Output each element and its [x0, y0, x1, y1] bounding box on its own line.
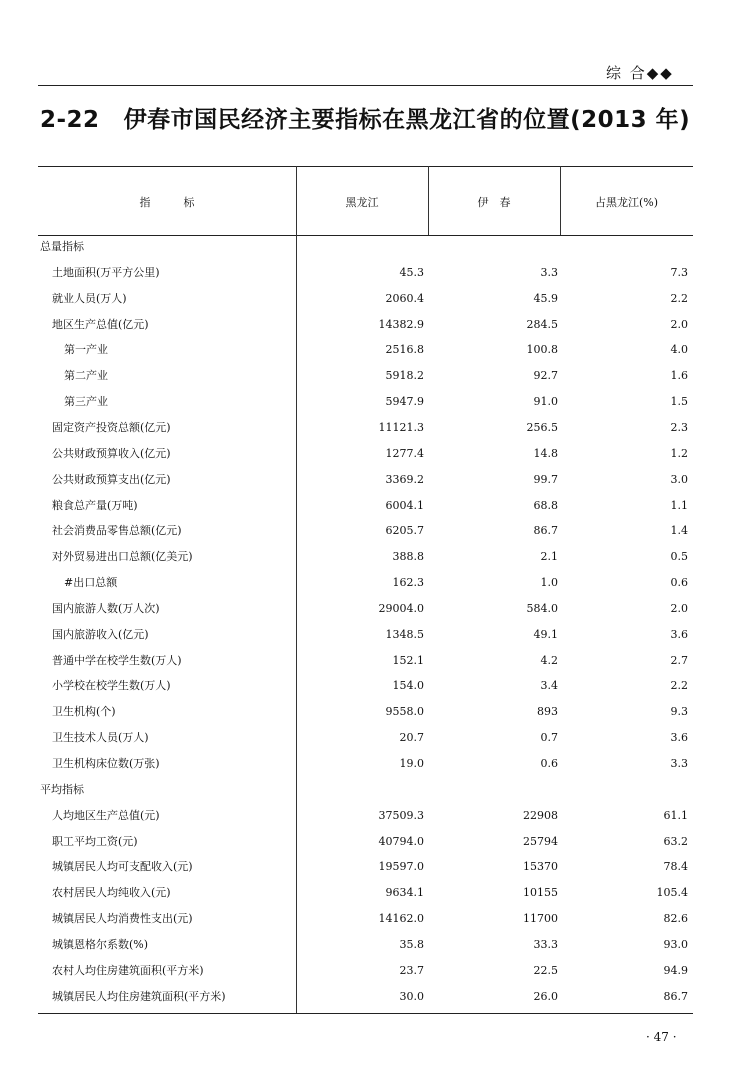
- value-heilongjiang: 11121.3: [378, 420, 424, 434]
- row-label: 卫生机构(个): [52, 705, 116, 719]
- value-share: 2.2: [670, 679, 688, 693]
- value-heilongjiang: 9634.1: [385, 886, 424, 900]
- value-yichun: 33.3: [533, 937, 558, 951]
- table-row: [38, 314, 693, 336]
- value-share: 2.2: [670, 291, 688, 305]
- table-row: [38, 624, 693, 646]
- row-label: 地区生产总值(亿元): [52, 317, 149, 331]
- table-row: [38, 831, 693, 853]
- table-row: [38, 779, 693, 801]
- value-heilongjiang: 35.8: [399, 937, 424, 951]
- row-label: 普通中学在校学生数(万人): [52, 653, 182, 667]
- column-header-share: 占黑龙江(%): [594, 196, 659, 209]
- column-header-yichun: 伊 春: [477, 196, 511, 209]
- header-rule: [38, 85, 693, 86]
- value-heilongjiang: 23.7: [399, 963, 424, 977]
- row-label: 城镇居民人均可支配收入(元): [52, 860, 193, 874]
- table-row: [38, 365, 693, 387]
- table-row: [38, 391, 693, 413]
- table-row: [38, 572, 693, 594]
- value-yichun: 92.7: [533, 369, 558, 383]
- table-row: [38, 236, 693, 258]
- column-header-heilongjiang: 黑龙江: [345, 196, 379, 209]
- value-share: 3.6: [670, 627, 688, 641]
- row-label: 职工平均工资(元): [52, 834, 138, 848]
- value-share: 3.3: [670, 757, 688, 770]
- table-top-rule: [38, 166, 693, 167]
- value-yichun: 4.2: [540, 653, 558, 667]
- row-label: 对外贸易进出口总额(亿美元): [52, 550, 193, 564]
- table-row: [38, 934, 693, 956]
- value-share: 78.4: [663, 860, 688, 874]
- page-number: · 47 ·: [646, 1030, 677, 1044]
- value-yichun: 26.0: [533, 989, 558, 1003]
- value-share: 4.0: [670, 343, 688, 357]
- column-header-indicator: 指 标: [139, 196, 195, 209]
- value-heilongjiang: 19.0: [399, 757, 424, 770]
- value-share: 94.9: [663, 963, 688, 977]
- value-heilongjiang: 5947.9: [385, 395, 424, 409]
- row-label: 城镇居民人均消费性支出(元): [52, 912, 193, 926]
- value-yichun: 100.8: [526, 343, 558, 357]
- table-row: [38, 546, 693, 568]
- value-share: 2.3: [670, 420, 688, 434]
- row-label: 城镇居民人均住房建筑面积(平方米): [52, 989, 226, 1003]
- row-label: 粮食总产量(万吨): [52, 498, 138, 512]
- value-share: 1.6: [670, 369, 688, 383]
- row-label: 社会消费品零售总额(亿元): [52, 524, 182, 538]
- value-yichun: 22908: [523, 808, 558, 822]
- value-heilongjiang: 14382.9: [378, 317, 424, 331]
- row-label: #出口总额: [64, 576, 118, 590]
- value-heilongjiang: 162.3: [392, 576, 424, 590]
- row-label: 农村人均住房建筑面积(平方米): [52, 963, 204, 977]
- value-heilongjiang: 14162.0: [378, 912, 424, 926]
- row-label: 第二产业: [64, 369, 108, 383]
- value-heilongjiang: 19597.0: [378, 860, 424, 874]
- value-yichun: 284.5: [526, 317, 558, 331]
- value-yichun: 45.9: [533, 291, 558, 305]
- table-row: [38, 908, 693, 930]
- value-yichun: 99.7: [533, 472, 558, 486]
- value-share: 82.6: [663, 912, 688, 926]
- value-share: 3.0: [670, 472, 688, 486]
- table-row: [38, 417, 693, 439]
- table-row: [38, 805, 693, 827]
- value-heilongjiang: 1348.5: [385, 627, 424, 641]
- value-share: 105.4: [656, 886, 688, 900]
- value-yichun: 0.6: [540, 757, 558, 770]
- table-row: [38, 469, 693, 491]
- value-yichun: 25794: [523, 834, 558, 848]
- table-row: [38, 882, 693, 904]
- value-yichun: 86.7: [533, 524, 558, 538]
- row-label: 卫生技术人员(万人): [52, 731, 149, 745]
- value-yichun: 68.8: [533, 498, 558, 512]
- value-share: 0.5: [670, 550, 688, 564]
- table-row: [38, 520, 693, 542]
- table-row: [38, 262, 693, 284]
- value-share: 2.0: [670, 317, 688, 331]
- value-heilongjiang: 9558.0: [385, 705, 424, 719]
- table-row: [38, 288, 693, 310]
- table-row: [38, 339, 693, 361]
- table-row: [38, 856, 693, 878]
- value-share: 9.3: [670, 705, 688, 719]
- value-heilongjiang: 2060.4: [385, 291, 424, 305]
- row-label: 平均指标: [40, 782, 84, 796]
- row-label: 第三产业: [64, 395, 108, 409]
- value-share: 93.0: [663, 937, 688, 951]
- value-heilongjiang: 30.0: [399, 989, 424, 1003]
- table-row: [38, 598, 693, 620]
- value-yichun: 49.1: [533, 627, 558, 641]
- row-label: 总量指标: [40, 240, 84, 253]
- value-yichun: 22.5: [533, 963, 558, 977]
- value-heilongjiang: 2516.8: [385, 343, 424, 357]
- table-row: [38, 443, 693, 465]
- row-label: 就业人员(万人): [52, 291, 127, 305]
- value-share: 86.7: [663, 989, 688, 1003]
- value-yichun: 1.0: [540, 576, 558, 590]
- table-bottom-rule: [38, 1013, 693, 1014]
- row-label: 农村居民人均纯收入(元): [52, 886, 171, 900]
- value-share: 0.6: [670, 576, 688, 590]
- value-yichun: 14.8: [533, 446, 558, 460]
- table-row: [38, 650, 693, 672]
- row-label: 公共财政预算收入(亿元): [52, 446, 171, 460]
- page-title: [40, 101, 700, 134]
- value-yichun: 11700: [523, 912, 558, 926]
- value-share: 1.2: [670, 446, 688, 460]
- value-share: 63.2: [663, 834, 688, 848]
- value-heilongjiang: 388.8: [392, 550, 424, 564]
- value-share: 61.1: [663, 808, 688, 822]
- value-share: 3.6: [670, 731, 688, 745]
- value-yichun: 893: [537, 705, 558, 719]
- value-heilongjiang: 154.0: [392, 679, 424, 693]
- table-row: [38, 495, 693, 517]
- section-label: 综 合◆◆: [606, 64, 674, 82]
- value-yichun: 3.4: [540, 679, 558, 693]
- row-label: 第一产业: [64, 343, 108, 357]
- row-label: 土地面积(万平方公里): [52, 265, 160, 279]
- table-row: [38, 986, 693, 1008]
- value-share: 1.4: [670, 524, 688, 538]
- row-label: 卫生机构床位数(万张): [52, 757, 160, 770]
- row-label: 国内旅游收入(亿元): [52, 627, 149, 641]
- value-yichun: 91.0: [533, 395, 558, 409]
- value-share: 1.1: [670, 498, 688, 512]
- value-heilongjiang: 152.1: [392, 653, 424, 667]
- table-row: [38, 960, 693, 982]
- value-heilongjiang: 1277.4: [385, 446, 424, 460]
- value-heilongjiang: 6004.1: [385, 498, 424, 512]
- table-row: [38, 675, 693, 697]
- value-share: 2.7: [670, 653, 688, 667]
- value-heilongjiang: 29004.0: [378, 601, 424, 615]
- table-row: [38, 701, 693, 723]
- value-yichun: 3.3: [540, 265, 558, 279]
- row-label: 人均地区生产总值(元): [52, 808, 160, 822]
- row-label: 城镇恩格尔系数(%): [52, 937, 149, 951]
- value-heilongjiang: 20.7: [399, 731, 424, 745]
- value-heilongjiang: 6205.7: [385, 524, 424, 538]
- value-yichun: 10155: [523, 886, 558, 900]
- value-share: 1.5: [670, 395, 688, 409]
- value-yichun: 584.0: [526, 601, 558, 615]
- value-yichun: 0.7: [540, 731, 558, 745]
- table-number: 2-22: [40, 107, 100, 133]
- value-heilongjiang: 40794.0: [378, 834, 424, 848]
- value-heilongjiang: 3369.2: [385, 472, 424, 486]
- value-heilongjiang: 5918.2: [385, 369, 424, 383]
- row-label: 固定资产投资总额(亿元): [52, 420, 171, 434]
- table-row: [38, 753, 693, 775]
- value-yichun: 15370: [523, 860, 558, 874]
- value-share: 2.0: [670, 601, 688, 615]
- row-label: 公共财政预算支出(亿元): [52, 472, 171, 486]
- value-heilongjiang: 45.3: [399, 265, 424, 279]
- row-label: 国内旅游人数(万人次): [52, 601, 160, 615]
- value-heilongjiang: 37509.3: [378, 808, 424, 822]
- value-yichun: 2.1: [540, 550, 558, 564]
- table-row: [38, 727, 693, 749]
- table-title: 伊春市国民经济主要指标在黑龙江省的位置(2013 年): [123, 107, 691, 133]
- value-yichun: 256.5: [526, 420, 558, 434]
- row-label: 小学校在校学生数(万人): [52, 679, 171, 693]
- value-share: 7.3: [670, 265, 688, 279]
